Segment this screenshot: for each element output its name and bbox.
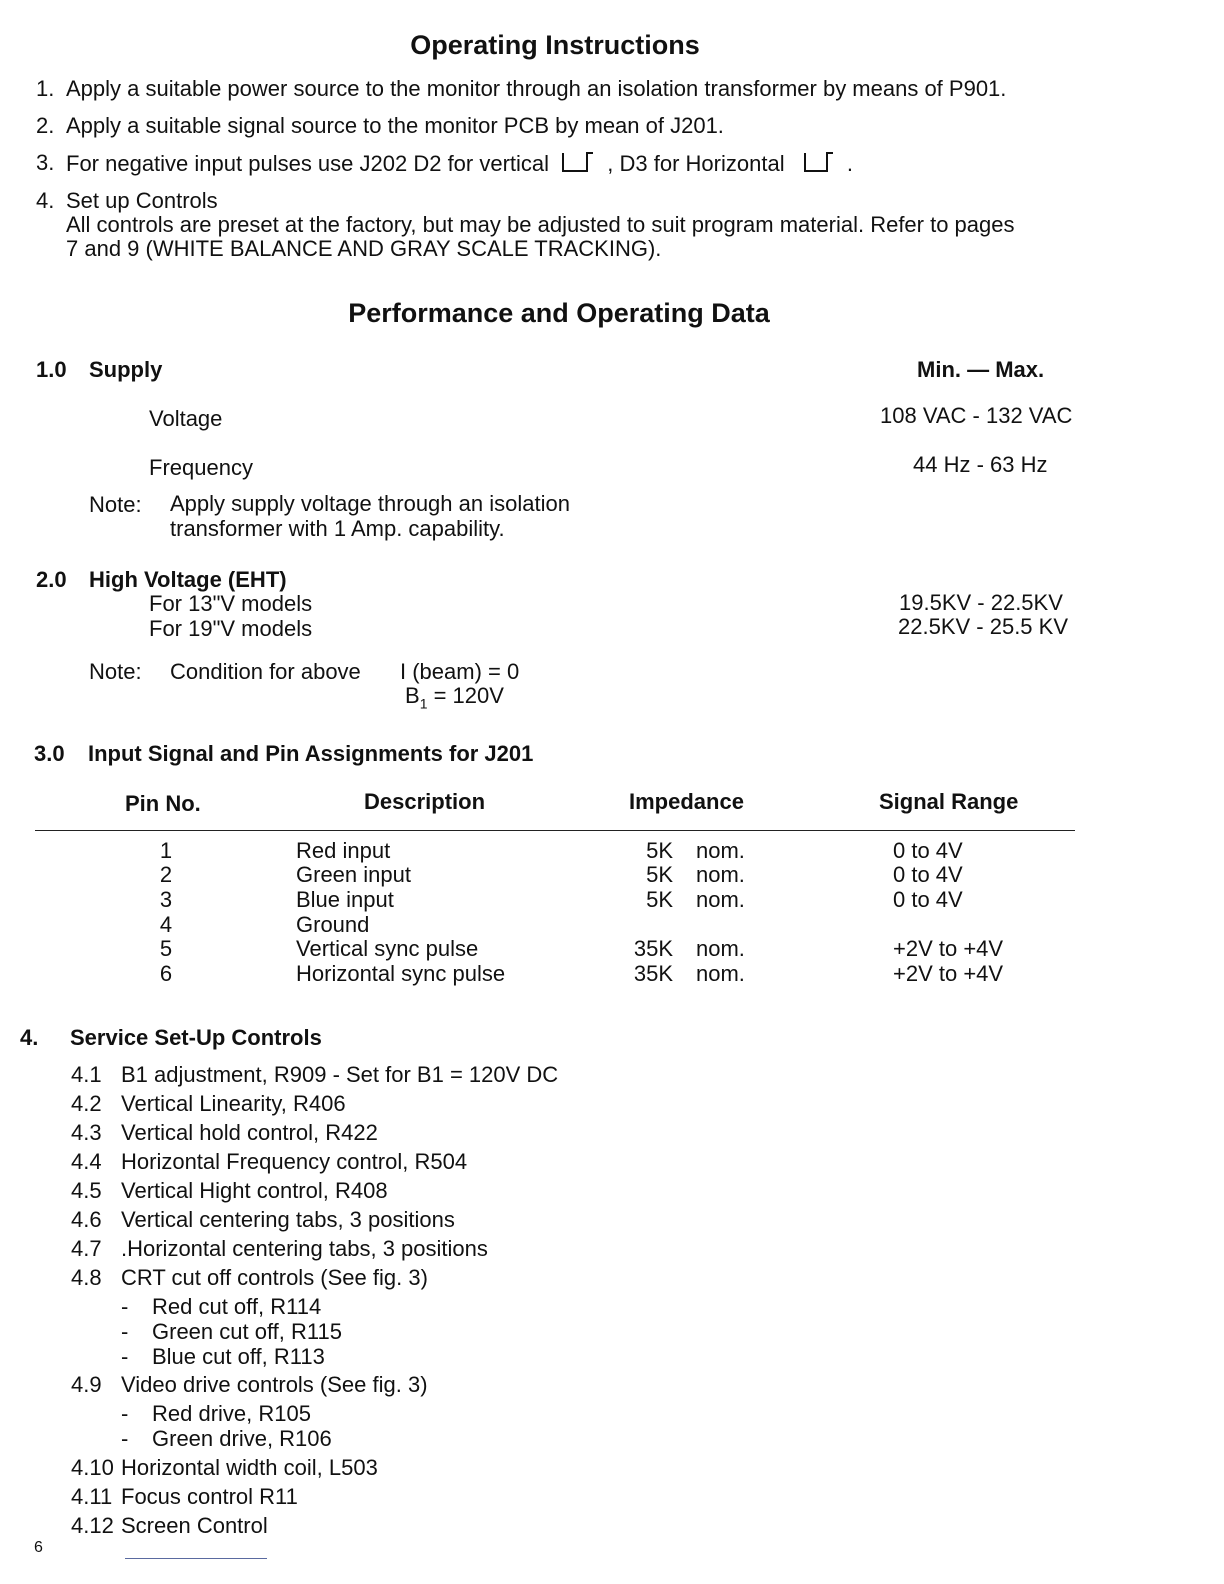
service-dash: - [121, 1401, 129, 1426]
pin-cell: 1 [159, 838, 173, 863]
service-item-text: Horizontal Frequency control, R504 [121, 1149, 468, 1174]
pin-cell: 2 [159, 862, 173, 887]
service-item-num: 4.2 [71, 1091, 102, 1116]
service-item-num: 4.9 [71, 1372, 102, 1397]
impedance-cell: 5K [646, 887, 673, 912]
service-dash: - [121, 1426, 129, 1451]
eht-row1-value: 19.5KV - 22.5KV [899, 590, 1063, 615]
service-item-text: Vertical Linearity, R406 [121, 1091, 346, 1116]
frequency-value: 44 Hz - 63 Hz [913, 452, 1048, 477]
service-item-text: Vertical centering tabs, 3 positions [121, 1207, 455, 1232]
voltage-value: 108 VAC - 132 VAC [880, 403, 1073, 428]
eht-condition-b1 [405, 683, 504, 711]
op-item-2-num: 2. [36, 113, 55, 138]
service-title: Service Set-Up Controls [70, 1025, 322, 1050]
op-item-3-text-c: . [846, 150, 853, 176]
b1-subscript: 1 [419, 695, 428, 712]
pin-cell: 6 [159, 961, 173, 986]
description-cell: Horizontal sync pulse [296, 961, 506, 986]
op-item-1-text: Apply a suitable power source to the monitor through an isolation transformer by means of P901. [66, 76, 1007, 101]
op-item-3-text-a: For negative input pulses use J202 D2 for vertical [66, 150, 550, 176]
service-item-text: Blue cut off, R113 [152, 1344, 325, 1369]
pin-cell: 4 [159, 912, 173, 937]
col-header-signal-range: Signal Range [879, 789, 1019, 814]
eht-note-label: Note: [89, 659, 142, 684]
supply-note-line2: transformer with 1 Amp. capability. [170, 516, 505, 541]
nom-cell: nom. [696, 887, 745, 912]
service-item-text: CRT cut off controls (See fig. 3) [121, 1265, 428, 1290]
service-item-text: Vertical hold control, R422 [121, 1120, 378, 1145]
input-title: Input Signal and Pin Assignments for J201 [88, 741, 534, 766]
signal-range-cell: 0 to 4V [893, 838, 963, 863]
op-item-2-text: Apply a suitable signal source to the monitor PCB by mean of J201. [66, 113, 724, 138]
eht-title: High Voltage (EHT) [89, 567, 287, 592]
eht-row1-label: For 13"V models [149, 591, 313, 616]
nom-cell: nom. [696, 838, 745, 863]
description-cell: Ground [296, 912, 370, 937]
supply-num: 1.0 [36, 357, 67, 382]
op-item-1-num: 1. [36, 76, 55, 101]
service-item-text: Horizontal width coil, L503 [121, 1455, 378, 1480]
eht-row2-label: For 19"V models [149, 616, 313, 641]
pin-cell: 5 [159, 936, 173, 961]
op-item-4-num: 4. [36, 188, 55, 213]
service-item-text: Focus control R11 [121, 1484, 298, 1509]
op-item-4-line3: 7 and 9 (WHITE BALANCE AND GRAY SCALE TRACKING). [66, 236, 662, 261]
service-item-text: Screen Control [121, 1513, 268, 1538]
eht-row2-value: 22.5KV - 25.5 KV [898, 614, 1068, 639]
signal-range-cell: +2V to +4V [893, 961, 1004, 986]
service-item-num: 4.11 [71, 1484, 113, 1509]
nom-cell: nom. [696, 936, 745, 961]
b1-letter: B [405, 683, 420, 708]
service-num: 4. [20, 1025, 39, 1050]
nom-cell: nom. [696, 961, 745, 986]
service-item-num: 4.1 [71, 1062, 102, 1087]
footer-rule [125, 1558, 267, 1559]
signal-range-cell: 0 to 4V [893, 862, 963, 887]
supply-note-line1: Apply supply voltage through an isolation [170, 491, 570, 516]
service-item-num: 4.8 [71, 1265, 102, 1290]
service-item-text: Red drive, R105 [152, 1401, 311, 1426]
col-header-impedance: Impedance [629, 789, 744, 814]
service-item-num: 4.12 [71, 1513, 114, 1538]
col-header-pin: Pin No. [125, 791, 201, 816]
impedance-cell: 35K [633, 961, 673, 986]
op-item-3-num: 3. [36, 150, 55, 175]
table-rule [35, 830, 1075, 831]
service-item-num: 4.5 [71, 1178, 102, 1203]
service-item-text: Video drive controls (See fig. 3) [121, 1372, 428, 1397]
signal-range-cell: +2V to +4V [893, 936, 1004, 961]
input-num: 3.0 [34, 741, 65, 766]
service-item-num: 4.3 [71, 1120, 102, 1145]
performance-title: Performance and Operating Data [348, 298, 770, 328]
b1-value: = 120V [427, 683, 504, 708]
voltage-label: Voltage [149, 406, 223, 431]
supply-note-label: Note: [89, 492, 142, 517]
description-cell: Red input [296, 838, 391, 863]
operating-title: Operating Instructions [410, 30, 700, 60]
supply-title: Supply [89, 357, 163, 382]
service-dash: - [121, 1344, 129, 1369]
impedance-cell: 5K [646, 862, 673, 887]
op-item-4-line2: All controls are preset at the factory, but may be adjusted to suit program material. Refer to pages [66, 212, 1015, 237]
op-item-4-text: Set up Controls [66, 188, 218, 213]
service-item-num: 4.4 [71, 1149, 102, 1174]
service-item-text: Vertical Hight control, R408 [121, 1178, 388, 1203]
page-number: 6 [34, 1539, 43, 1556]
service-item-num: 4.7 [71, 1236, 102, 1261]
pin-cell: 3 [159, 887, 173, 912]
op-item-3-line [66, 150, 853, 180]
signal-range-cell: 0 to 4V [893, 887, 963, 912]
nom-cell: nom. [696, 862, 745, 887]
eht-num: 2.0 [36, 567, 67, 592]
service-item-text: .Horizontal centering tabs, 3 positions [121, 1236, 488, 1261]
impedance-cell: 5K [646, 838, 673, 863]
service-item-text: Red cut off, R114 [152, 1294, 322, 1319]
description-cell: Blue input [296, 887, 394, 912]
description-cell: Vertical sync pulse [296, 936, 479, 961]
eht-condition-beam: I (beam) = 0 [400, 659, 520, 684]
description-cell: Green input [296, 862, 411, 887]
negative-pulse-icon [791, 150, 841, 180]
service-item-text: Green drive, R106 [152, 1426, 332, 1451]
col-header-description: Description [364, 789, 486, 814]
minmax-header: Min. — Max. [917, 357, 1045, 382]
service-item-num: 4.6 [71, 1207, 102, 1232]
frequency-label: Frequency [149, 455, 253, 480]
negative-pulse-icon [555, 150, 601, 180]
impedance-cell: 35K [633, 936, 673, 961]
service-dash: - [121, 1319, 129, 1344]
service-dash: - [121, 1294, 129, 1319]
eht-note-text: Condition for above [170, 659, 361, 684]
service-item-num: 4.10 [71, 1455, 114, 1480]
op-item-3-text-b: , D3 for Horizontal [607, 150, 785, 176]
service-item-text: Green cut off, R115 [152, 1319, 342, 1344]
service-item-text: B1 adjustment, R909 - Set for B1 = 120V DC [121, 1062, 559, 1087]
